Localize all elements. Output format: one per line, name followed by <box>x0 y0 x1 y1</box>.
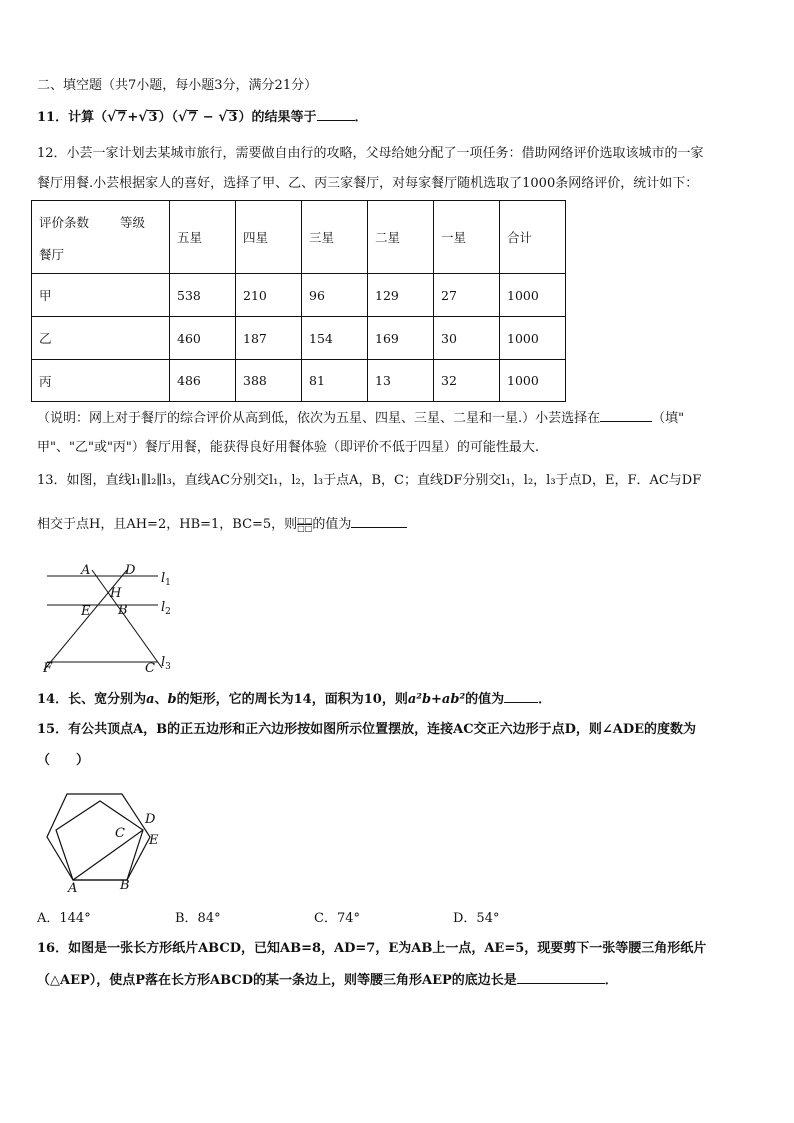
q14-expression: a²b+ab² <box>407 692 466 707</box>
label-h: H <box>110 586 122 601</box>
table-cell: 13 <box>368 360 434 402</box>
label-a: A <box>81 563 91 578</box>
table-cell: 460 <box>170 317 236 360</box>
q14-separator: 、 <box>154 692 168 707</box>
label-c: C <box>115 826 125 841</box>
table-cell: 169 <box>368 317 434 360</box>
table-cell: 154 <box>302 317 368 360</box>
table-cell: 81 <box>302 360 368 402</box>
q12-note-line-1 <box>37 409 684 428</box>
table-cell: 1000 <box>500 317 566 360</box>
table-corner-cell <box>32 201 170 274</box>
question-11: 11．计算（√7+√3）（√7 − √3）的结果等于 ． <box>37 109 368 125</box>
corner-label-restaurant: 餐厅 <box>39 247 65 262</box>
q11-prefix: 计算（ <box>68 110 108 125</box>
line-ac <box>92 570 162 668</box>
table-cell: 30 <box>434 317 500 360</box>
q13-text: 相交于点H，且AH=2，HB=1，BC=5，则 <box>37 517 298 532</box>
label-b: B <box>118 603 128 618</box>
q16-end: ． <box>604 973 618 988</box>
hexagon-outline <box>47 794 150 880</box>
section-heading: 二、填空题（共7小题，每小题3分，满分21分） <box>37 78 318 93</box>
table-cell: 388 <box>236 360 302 402</box>
q14-middle: 的矩形，它的周长为14，面积为10，则 <box>176 692 408 707</box>
fraction-numerator: □□ <box>297 516 313 525</box>
q14-prefix: 14．长、宽分别为 <box>37 692 147 707</box>
label-b: B <box>120 878 130 893</box>
table-cell: 210 <box>236 274 302 317</box>
label-c: C <box>145 661 155 676</box>
column-header: 五星 <box>170 201 236 274</box>
column-header: 四星 <box>236 201 302 274</box>
column-header: 二星 <box>368 201 434 274</box>
q11-answer-blank[interactable] <box>317 108 355 121</box>
option-c[interactable]: C．74° <box>314 911 360 926</box>
label-d: D <box>145 812 156 827</box>
line-df <box>44 570 127 670</box>
column-header: 一星 <box>434 201 500 274</box>
q11-radicand-1: 7 <box>117 110 127 125</box>
label-d: D <box>125 563 136 578</box>
q13-answer-blank[interactable] <box>351 515 407 528</box>
q12-line-1: 12．小芸一家计划去某城市旅行，需要做自由行的攻略，父母给她分配了一项任务：借助网络评价选取该城市的一家 <box>37 146 704 161</box>
q12-answer-blank[interactable] <box>600 409 652 422</box>
table-cell: 96 <box>302 274 368 317</box>
label-e: E <box>81 604 91 619</box>
segment-ac <box>73 830 143 880</box>
table-row <box>32 360 566 402</box>
q13-text-2: 的值为 <box>312 517 352 532</box>
q16-text: （△AEP），使点P落在长方形ABCD的某一条边上，则等腰三角形AEP的底边长是 <box>37 973 517 988</box>
table-cell: 486 <box>170 360 236 402</box>
q12-note-line-2: 甲"、"乙"或"丙"）餐厅用餐，能获得良好用餐体验（即评价不低于四星）的可能性最大. <box>37 440 540 455</box>
q11-plus: + <box>127 110 139 125</box>
q15-line-1: 15．有公共顶点A，B的正五边形和正六边形按如图所示位置摆放，连接AC交正六边形于点D，则∠ADE的度数为 <box>37 722 697 737</box>
q11-number: 11． <box>37 110 69 125</box>
q14-answer-blank[interactable] <box>504 690 538 703</box>
option-a[interactable]: A．144° <box>37 911 91 926</box>
table-cell: 1000 <box>500 360 566 402</box>
table-row <box>32 274 566 317</box>
q11-suffix: ）的结果等于 <box>238 110 317 125</box>
q11-radicand-4: 3 <box>228 110 238 125</box>
q11-mid: ）（ <box>158 110 179 125</box>
table-cell: 538 <box>170 274 236 317</box>
q13-line-1: 13．如图，直线l₁∥l₂∥l₃，直线AC分别交l₁，l₂，l₃于点A，B，C；直线DF分别交l₁，l₂，l₃于点D，E，F．AC与DF <box>37 473 702 488</box>
column-header: 三星 <box>302 201 368 274</box>
q13-line-2 <box>37 515 407 534</box>
label-e: E <box>149 833 159 848</box>
q16-line-2 <box>37 971 618 990</box>
label-l2: $l_2$ <box>161 600 171 617</box>
pentagon-hexagon-figure <box>40 788 170 896</box>
corner-label-level: 等级 <box>120 215 146 230</box>
q11-radicand-3: 7 <box>188 110 198 125</box>
corner-label-count: 评价条数 <box>39 215 90 230</box>
q14-var-a: a <box>146 692 155 707</box>
row-restaurant-name: 乙 <box>32 317 170 360</box>
table-cell: 129 <box>368 274 434 317</box>
option-d[interactable]: D．54° <box>453 911 500 926</box>
label-l1: $l_1$ <box>161 571 171 588</box>
parallel-lines-figure <box>30 556 180 678</box>
label-a: A <box>68 881 78 896</box>
q11-minus: − <box>198 110 219 125</box>
q12-note-fill-hint: （填" <box>652 411 685 426</box>
fraction-denominator: □□ <box>297 524 313 533</box>
pentagon-outline <box>56 801 143 880</box>
q16-answer-blank[interactable] <box>517 971 605 984</box>
table-row <box>32 317 566 360</box>
table-cell: 32 <box>434 360 500 402</box>
q16-line-1: 16．如图是一张长方形纸片ABCD，已知AB=8，AD=7，E为AB上一点，AE=5，现要剪下一张等腰三角形纸片 <box>37 941 707 956</box>
table-cell: 1000 <box>500 274 566 317</box>
q11-radicand-2: 3 <box>148 110 158 125</box>
label-f: F <box>43 661 53 676</box>
q11-end: ． <box>354 110 368 125</box>
q13-fraction <box>297 517 312 532</box>
label-l3: $l_3$ <box>161 655 171 672</box>
table-cell: 187 <box>236 317 302 360</box>
rating-table <box>31 200 566 402</box>
q12-note-text: （说明：网上对于餐厅的综合评价从高到低，依次为五星、四星、三星、二星和一星.）小芸选择在 <box>37 411 601 426</box>
q14-var-b: b <box>167 692 177 707</box>
question-14 <box>37 690 551 709</box>
row-restaurant-name: 丙 <box>32 360 170 402</box>
row-restaurant-name: 甲 <box>32 274 170 317</box>
q12-line-2: 餐厅用餐.小芸根据家人的喜好，选择了甲、乙、丙三家餐厅，对每家餐厅随机选取了1000条网络评价，统计如下： <box>37 176 699 191</box>
q15-line-2: （ ） <box>37 753 90 768</box>
table-cell: 27 <box>434 274 500 317</box>
column-header: 合计 <box>500 201 566 274</box>
table-header-row <box>32 201 566 274</box>
option-b[interactable]: B．84° <box>175 911 221 926</box>
q14-end: ． <box>538 692 552 707</box>
q14-suffix: 的值为 <box>465 692 505 707</box>
